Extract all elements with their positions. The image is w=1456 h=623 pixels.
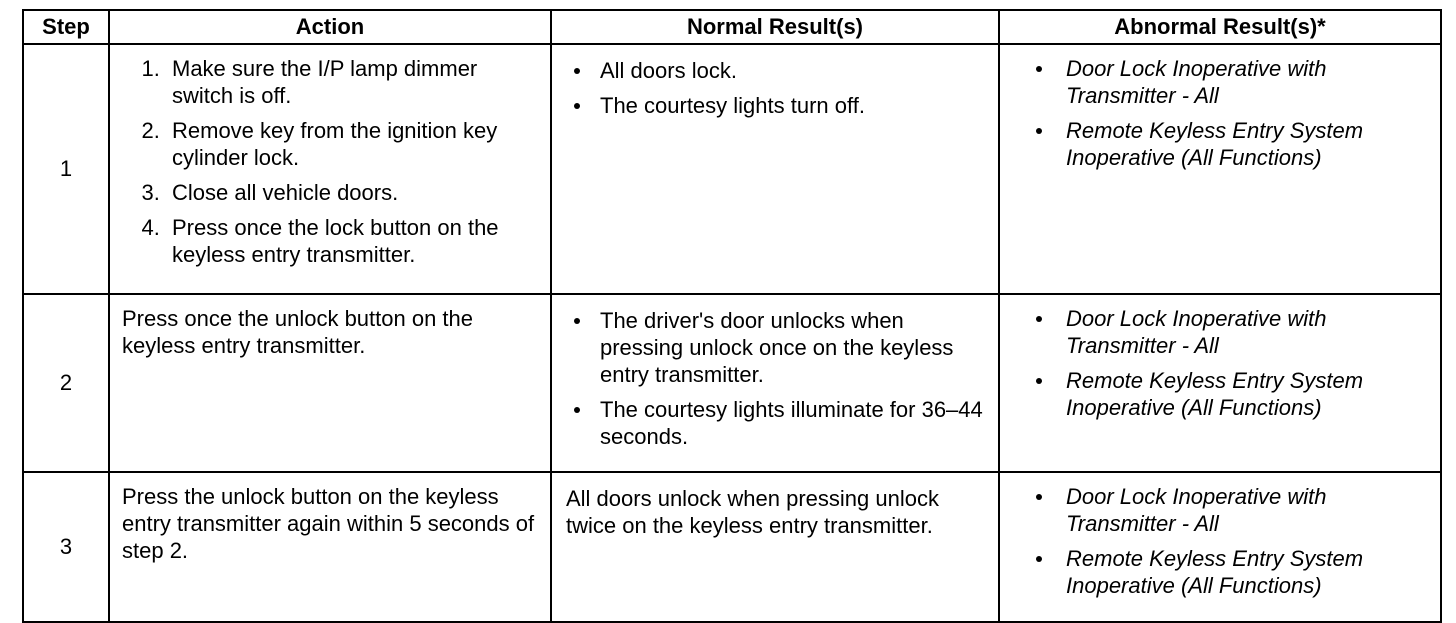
action-cell	[109, 294, 551, 472]
action-text: Press once the unlock button on the keyless entry transmitter.	[122, 306, 474, 358]
abnormal-result-link[interactable]: Door Lock Inoperative with Transmitter - All	[1066, 484, 1327, 536]
normal-results-list	[568, 57, 990, 119]
diagnostic-table	[22, 9, 1442, 623]
normal-result-text: The courtesy lights illuminate for 36–44 seconds.	[600, 397, 983, 449]
action-cell	[109, 472, 551, 622]
abnormal-result-link[interactable]: Remote Keyless Entry System Inoperative (All Functions)	[1066, 368, 1364, 420]
action-step: 2. Remove key from the ignition key cylinder lock.	[166, 117, 542, 171]
table-row	[23, 294, 1441, 472]
bullet-icon	[1036, 378, 1042, 384]
abnormal-result-cell	[999, 472, 1441, 622]
normal-result-text: All doors lock.	[600, 58, 737, 83]
action-cell	[109, 44, 551, 294]
normal-result-item	[568, 307, 990, 388]
bullet-icon	[1036, 66, 1042, 72]
normal-result-cell	[551, 294, 999, 472]
normal-result-text: The courtesy lights turn off.	[600, 93, 865, 118]
normal-result-item	[568, 396, 990, 450]
abnormal-result-link[interactable]: Door Lock Inoperative with Transmitter - All	[1066, 56, 1327, 108]
action-step: 4. Press once the lock button on the keyless entry transmitter.	[166, 214, 542, 268]
bullet-icon	[574, 68, 580, 74]
abnormal-result-link[interactable]: Remote Keyless Entry System Inoperative (All Functions)	[1066, 118, 1364, 170]
bullet-icon	[1036, 128, 1042, 134]
abnormal-result-item	[1036, 367, 1434, 421]
normal-result-cell	[551, 44, 999, 294]
action-step: 1. Make sure the I/P lamp dimmer switch is off.	[166, 55, 542, 109]
bullet-icon	[574, 103, 580, 109]
abnormal-result-item	[1036, 117, 1434, 171]
normal-result-item	[568, 57, 990, 84]
header-row	[23, 10, 1441, 44]
abnormal-result-link[interactable]: Door Lock Inoperative with Transmitter - All	[1066, 306, 1327, 358]
header-normal-results: Normal Result(s)	[551, 10, 999, 44]
bullet-icon	[574, 407, 580, 413]
normal-result-cell	[551, 472, 999, 622]
step-number: 1	[23, 44, 109, 294]
bullet-icon	[1036, 494, 1042, 500]
normal-result-text: The driver's door unlocks when pressing unlock once on the keyless entry transmitter.	[600, 308, 954, 387]
bullet-icon	[1036, 316, 1042, 322]
abnormal-result-cell	[999, 294, 1441, 472]
abnormal-results-list	[1036, 483, 1434, 599]
action-text: Press the unlock button on the keyless entry transmitter again within 5 seconds of step 2.	[122, 484, 535, 563]
abnormal-result-link[interactable]: Remote Keyless Entry System Inoperative (All Functions)	[1066, 546, 1364, 598]
abnormal-result-item	[1036, 545, 1434, 599]
bullet-icon	[574, 318, 580, 324]
abnormal-result-cell	[999, 44, 1441, 294]
abnormal-result-item	[1036, 483, 1434, 537]
step-number: 3	[23, 472, 109, 622]
abnormal-result-item	[1036, 305, 1434, 359]
header-step: Step	[23, 10, 109, 44]
header-action: Action	[109, 10, 551, 44]
normal-result-text: All doors unlock when pressing unlock twice on the keyless entry transmitter.	[566, 486, 939, 538]
action-step: 3. Close all vehicle doors.	[166, 179, 542, 206]
abnormal-result-item	[1036, 55, 1434, 109]
table-row	[23, 472, 1441, 622]
abnormal-results-list	[1036, 55, 1434, 171]
normal-result-item	[568, 92, 990, 119]
table-row	[23, 44, 1441, 294]
normal-results-list	[568, 307, 990, 450]
bullet-icon	[1036, 556, 1042, 562]
abnormal-results-list	[1036, 305, 1434, 421]
header-abnormal-results: Abnormal Result(s)*	[999, 10, 1441, 44]
action-steps-list	[122, 55, 542, 268]
step-number: 2	[23, 294, 109, 472]
